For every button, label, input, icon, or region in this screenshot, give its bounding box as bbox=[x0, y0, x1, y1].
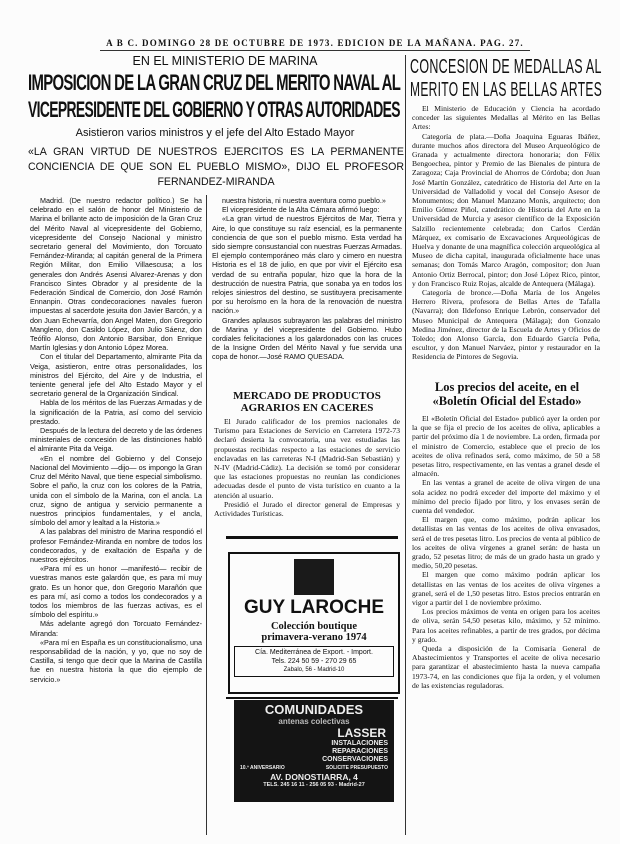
column-divider bbox=[405, 55, 406, 835]
medallas-text bbox=[412, 104, 600, 376]
article-column-1 bbox=[30, 196, 202, 840]
paragraph: A las palabras del ministro de Marina respondió el profesor Fernández-Miranda en nombre de todos los condecorados, y de exaltación de España y de nuestros ejércitos. bbox=[30, 527, 202, 564]
paragraph: En las ventas a granel de aceite de oliva virgen de una sola acidez no podrá exceder del importe del máximo y el mínimo del precio fijado por litro, y los envases serán de cuenta del vendedor. bbox=[412, 478, 600, 516]
ad-service: INSTALACIONES bbox=[331, 740, 388, 747]
mercado-headline: MERCADO DE PRODUCTOS AGRARIOS EN CACERES bbox=[233, 390, 381, 414]
ad-brand: LASSER bbox=[337, 726, 386, 740]
masthead: A B C. DOMINGO 28 DE OCTUBRE DE 1973. EDICION DE LA MAÑANA. PAG. 27. bbox=[106, 38, 524, 48]
paragraph: nuestra historia, ni nuestra aventura como pueblo.» bbox=[222, 196, 386, 205]
ad-subtitle: antenas colectivas bbox=[278, 717, 350, 726]
paragraph: «En el nombre del Gobierno y del Consejo Nacional del Movimiento —dijo— os impongo la Gran Cruz del Mérito Naval, que tiene especial simbolismo. Sobre el paño, la cruz con los colores de la Patria, unida con el símbolo de la Marina, con el ancla. La cruz, signo de antigua y servicio permanente a nuestros principios fundamentales, y el ancla, símbolo del amor y lealtad a la Historia.» bbox=[30, 453, 202, 528]
ad-rule bbox=[226, 536, 398, 539]
paragraph: El vicepresidente de la Alta Cámara afirmó luego: bbox=[222, 205, 380, 215]
paragraph: Habla de los méritos de las Fuerzas Armadas y de la significación de la Patria, así como del servicio prestado. bbox=[30, 398, 202, 426]
headline-line-2: VICEPRESIDENTE DEL GOBIERNO Y OTRAS AUTORIDADES bbox=[28, 97, 400, 122]
paragraph: El Ministerio de Educación y Ciencia ha acordado conceder las siguientes Medallas al Mérito en las Bellas Artes: bbox=[412, 104, 600, 132]
ad-address: AV. DONOSTIARRA, 4 bbox=[270, 772, 358, 782]
paragraph: El Jurado calificador de los premios nacionales de Turismo para Estaciones de Servicio en Carretera 1972-73 declaró desierta la convocatoria, una vez estudiadas las propuestas recibidas respecto a las estaciones de servicio enclavadas en las carreteras N-I (Madrid-San Sebastián) y N-IV (Madrid-Cádiz). La decisión se tomó por considerar que las estaciones propuestas no reunían las condiciones adecuadas desde el punto de vista turístico en cuanto a la atención al usuario. bbox=[214, 417, 400, 500]
pull-quote: «LA GRAN VIRTUD DE NUESTROS EJERCITOS ES LA PERMANENTE CONCIENCIA DE QUE SON EL PUEBLO MISMO», DIJO EL PROFESOR FERNANDEZ-MIRANDA bbox=[28, 146, 404, 188]
paragraph: Grandes aplausos subrayaron las palabras del ministro de Marina y del vicepresidente del Gobierno. Hubo cordiales felicitaciones a los galardonados con las cruces de la Insigne Orden del Mérito Naval y fue servida una copa de honor.—José RAMO QUESADA. bbox=[212, 315, 402, 362]
paragraph: Categoría de plata.—Doña Joaquina Eguaras Ibáñez, durante muchos años directora del Museo Arqueológico de Granada y actualmente directora honoraria; don Félix Bengoechea, pintor y Premio de las Bienales de pintura de Zaragoza; Caja Provincial de Ahorros de Córdoba; don Juan José Martín González, catedrático de Historia del Arte en la Universidad de Valladolid y vocal del Consejo Asesor de Monumentos; don Manuel Manzano Monís, arquitecto; don Emilio Gómez Piñol, catedrático de Historia del Arte en la Universidad de Murcia y asesor científico de la Exposición Salzillo recientemente celebrada; don Carlos Cerdán Márquez, ex comisario de Excavaciones Arqueológicas de Huelva y donante de una magnífica colección arqueológica al Museo de dicha capital, inaugurada oficialmente hace unas semanas; don Tomás Marco Aragón, compositor; don Juan Antonio Ortiz Berrocal, pintor; don José López Rico, pintor, y don Francisco Ruiz Rojas, alcalde de Antequera (Málaga). bbox=[412, 131, 600, 288]
ad-line: Colección boutique bbox=[270, 621, 358, 632]
paragraph: Más adelante agregó don Torcuato Fernández-Miranda: bbox=[30, 619, 202, 638]
ad-service: REPARACIONES bbox=[332, 748, 388, 755]
paragraph: Categoría de bronce.—Doña María de los Angeles Herrero Rivera, profesora de Bellas Artes de Tafalla (Navarra); don Ildefonso Enrique Lebrón, conservador del Museo Municipal de Antequera (Málaga); don Gonzalo Medina Jiménez, director de la Escuela de Artes y Oficios de Toledo; don Alonso García, don Eduardo García Peña, escultor, y don Manuel Narváez, pintor y restaurador en la Residencia de Pintores de Segovia. bbox=[412, 288, 600, 362]
brand-logo bbox=[294, 559, 334, 595]
lasser-ad bbox=[234, 700, 394, 802]
paragraph: Madrid. (De nuestro redactor político.) Se ha celebrado en el salón de honor del Ministerio de Marina el brillante acto de imposición de la Gran Cruz del Mérito Naval al vicepresidente del Gobierno, vicepresidente del Consejo Nacional y ministro secretario general del Movimiento, don Torcuato Fernández-Miranda; al capitán general de la Primera Región Militar, don Emilio Villaescusa; a los generales don Andrés Asensi Alvarez-Arenas y don Francisco Sintes Obrador y al presidente de la Federación Sindical de Comercio, don José Ramón Ennanpin. Otras condecoraciones navales fueron impuestas al sacerdote jesuita don Javier Barcón, y a don Juan Echevarría, don Angel Maten, don Gregorio Mangleno, don Casildo López, don Julio Sáenz, don Teófilo Alonso, don Antonio Barsibar, don Enrique Martín Iglesias y don Antonio López Morea. bbox=[30, 196, 202, 353]
guy-laroche-ad bbox=[228, 552, 400, 694]
ad-quote: SOLICITE PRESUPUESTO bbox=[325, 765, 388, 771]
ad-service: CONSERVACIONES bbox=[322, 756, 388, 763]
ad-anniversary: 10.º ANIVERSARIO bbox=[240, 765, 285, 771]
ad-rule bbox=[226, 697, 398, 699]
right-headline-line-2: MERITO EN LAS BELLAS ARTES bbox=[410, 79, 603, 101]
paragraph: Presidió el Jurado el director general de Empresas y Actividades Turísticas. bbox=[214, 499, 400, 519]
ad-company: Cía. Mediterránea de Export. - Import. bbox=[255, 649, 373, 656]
headline-line-1: IMPOSICION DE LA GRAN CRUZ DEL MERITO NAVAL AL bbox=[28, 70, 401, 95]
paragraph: Queda a disposición de la Comisaría General de Abastecimientos y Transportes el aceite de oliva necesario para garantizar el abastecimiento hasta la nueva campaña 1973-74, en las condiciones que fija la orden, y el volumen de las existencias reguladoras. bbox=[412, 644, 600, 690]
ad-contact-box bbox=[234, 646, 394, 677]
mercado-text bbox=[214, 417, 400, 529]
ad-phones: TELS. 245 16 11 - 256 05 93 - Madrid-27 bbox=[263, 782, 365, 788]
masthead-rule bbox=[100, 50, 530, 51]
article-column-2 bbox=[212, 196, 402, 384]
aceite-text bbox=[412, 414, 600, 838]
subheadline: Asistieron varios ministros y el jefe del Alto Estado Mayor bbox=[75, 127, 355, 139]
paragraph: «Para mí en España es un constitucionalismo, una responsabilidad de la nación, y yo, que no soy de Castilla, si tengo que decir que la Marina de Castilla fue en nuestra historia la que dio ejemplo de servicio.» bbox=[30, 637, 202, 684]
column-divider bbox=[206, 195, 207, 835]
article-kicker: EN EL MINISTERIO DE MARINA bbox=[132, 54, 318, 68]
paragraph: El margen que, como máximo, podrán aplicar los detallistas en las ventas de los aceites de oliva envasados, será el de tres pesetas litro. Los precios de venta al público de los aceites de oliva vírgenes a granel serán: de hasta un grado, 52 pesetas litro; de más de un grado hasta un grado y medio, 50,20 pesetas. bbox=[412, 515, 600, 571]
aceite-headline: Los precios del aceite, en el «Boletín Oficial del Estado» bbox=[432, 380, 582, 408]
right-headline-line-1: CONCESION DE MEDALLAS AL bbox=[410, 56, 602, 78]
paragraph: «Para mí es un honor —manifestó— recibir de vuestras manos este galardón que, es para mí muy grato. Es un honor que, don Gregorio Marañón que es para mí, así como a todos los condecorados y a todos los miembros de las fuerzas activas, es el símbolo del espíritu.» bbox=[30, 564, 202, 620]
paragraph: El «Boletín Oficial del Estado» publicó ayer la orden por la que se fija el precio de los aceites de oliva, aplicables a partir del próximo día 1 de noviembre. La orden, firmada por el ministro de Comercio, establece que el precio de los aceites de oliva refinados será, como máximo, de 50 a 58 pesetas litro, respectivamente, en las ventas a granel desde el almacén. bbox=[412, 414, 600, 479]
ad-title: COMUNIDADES bbox=[264, 702, 364, 717]
ad-phones: Tels. 224 50 59 - 270 29 65 bbox=[271, 658, 357, 665]
paragraph: El margen que como máximo podrán aplicar los detallistas en las ventas de los aceites de oliva vírgenes a granel, será el de 1,50 pesetas litro. Estos precios entrarán en vigor a partir del 1 de noviembre próximo. bbox=[412, 570, 600, 608]
paragraph: «La gran virtud de nuestros Ejércitos de Mar, Tierra y Aire, lo que constituye su raíz esencial, es la permanente conciencia de que son el pueblo mismo. Esta verdad ha sido siempre consustancial con nuestras Fuerzas Armadas. El ejemplo contemporáneo más claro y cimero en nuestra Historia es el 18 de julio, en que por vivir el Ejército esa verdad de su entraña popular, hizo que la hora de la destrucción de nuestra Patria, que sonaba ya en todos los relojes siniestros del destino, se sustituyera precisamente por su heroísmo en la hora de la renovación de nuestra nación.» bbox=[212, 214, 402, 316]
paragraph: Los precios máximos de venta en origen para los aceites de oliva, serán 54,50 pesetas kilo, máximo, y 52 mínimo. Para los aceites refinables, a partir de tres grados, por décima y grado. bbox=[412, 607, 600, 644]
ad-address: Zabalo, 56 - Madrid-10 bbox=[283, 667, 345, 673]
paragraph: Con el titular del Departamento, almirante Pita da Veiga, asistieron, entre otras personalidades, los ministros del Ejército, del Aire y de Industria, el teniente general jefe del Alto Estado Mayor y el secretario general de la Organización Sindical. bbox=[30, 352, 202, 399]
paragraph: Después de la lectura del decreto y de las órdenes ministeriales de concesión de las distinciones habló el almirante Pita da Veiga. bbox=[30, 426, 202, 454]
ad-line: primavera-verano 1974 bbox=[261, 632, 367, 643]
ad-brand: GUY LAROCHE bbox=[243, 597, 385, 618]
